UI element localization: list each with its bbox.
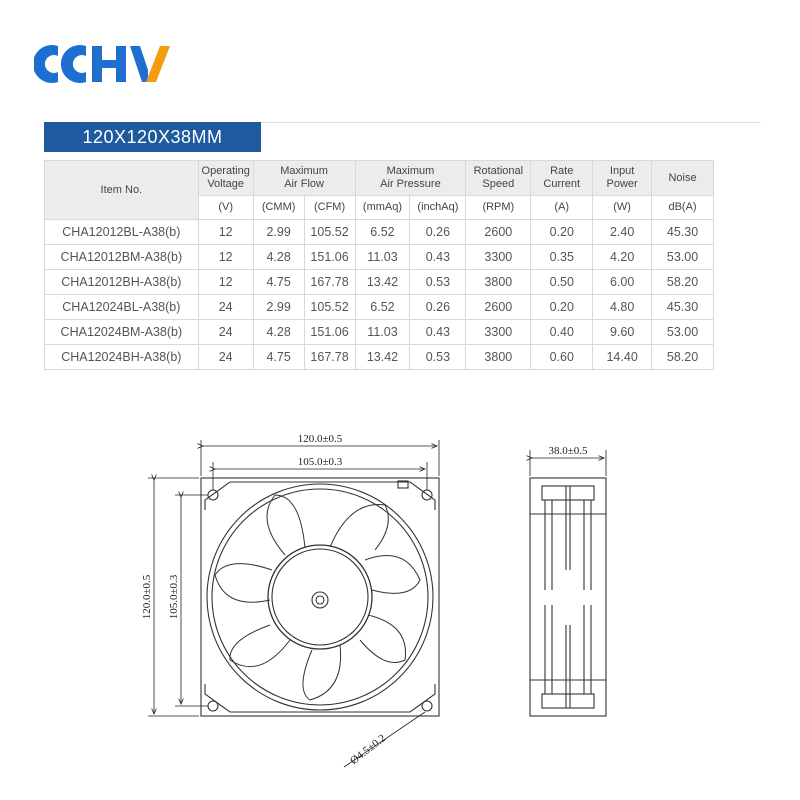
header-voltage: Operating Voltage [198, 161, 253, 196]
item-no-cell: CHA12024BH-A38(b) [45, 345, 199, 370]
spec-cell: 0.26 [410, 220, 466, 245]
unit-cell: (inchAq) [410, 196, 466, 220]
spec-cell: 12 [198, 245, 253, 270]
spec-cell: 151.06 [304, 245, 355, 270]
spec-cell: 13.42 [355, 270, 410, 295]
depth-dimension: 38.0±0.5 [548, 445, 588, 457]
header-airflow: Maximum Air Flow [253, 161, 355, 196]
table-row [45, 345, 714, 370]
spec-cell: 24 [198, 345, 253, 370]
header-power: Input Power [593, 161, 652, 196]
spec-cell: 45.30 [652, 295, 714, 320]
table-row [45, 270, 714, 295]
spec-cell: 11.03 [355, 320, 410, 345]
fan-side-view [530, 478, 606, 716]
model-title: 120X120X38MM [44, 122, 261, 152]
spec-cell: 4.75 [253, 345, 304, 370]
spec-cell: 4.28 [253, 320, 304, 345]
spec-cell: 12 [198, 270, 253, 295]
spec-cell: 0.20 [531, 295, 593, 320]
unit-cell: (mmAq) [355, 196, 410, 220]
spec-cell: 53.00 [652, 245, 714, 270]
unit-cell: (V) [198, 196, 253, 220]
front-dimensions [148, 440, 439, 767]
header-item-no: Item No. [45, 161, 199, 220]
spec-cell: 14.40 [593, 345, 652, 370]
spec-cell: 3300 [466, 320, 531, 345]
hole-spacing-dimension: 105.0±0.3 [297, 456, 343, 468]
unit-cell: (RPM) [466, 196, 531, 220]
spec-cell: 58.20 [652, 345, 714, 370]
spec-cell: 0.50 [531, 270, 593, 295]
spec-cell: 53.00 [652, 320, 714, 345]
width-dimension: 120.0±0.5 [297, 433, 343, 445]
header-current: Rate Current [531, 161, 593, 196]
item-no-cell: CHA12012BH-A38(b) [45, 270, 199, 295]
spec-cell: 58.20 [652, 270, 714, 295]
spec-cell: 3800 [466, 345, 531, 370]
height-dimension: 120.0±0.5 [141, 574, 153, 620]
item-no-cell: CHA12024BM-A38(b) [45, 320, 199, 345]
unit-cell: dB(A) [652, 196, 714, 220]
spec-cell: 2.99 [253, 295, 304, 320]
table-row [45, 245, 714, 270]
spec-cell: 0.35 [531, 245, 593, 270]
spec-cell: 13.42 [355, 345, 410, 370]
spec-cell: 6.00 [593, 270, 652, 295]
header-pressure: Maximum Air Pressure [355, 161, 466, 196]
spec-cell: 9.60 [593, 320, 652, 345]
brand-logo [34, 40, 174, 88]
spec-cell: 4.80 [593, 295, 652, 320]
spec-cell: 0.26 [410, 295, 466, 320]
spec-cell: 2.40 [593, 220, 652, 245]
fan-blade-group [215, 495, 420, 700]
table-row [45, 320, 714, 345]
spec-cell: 0.53 [410, 270, 466, 295]
hole-spacing-vertical-dimension: 105.0±0.3 [168, 574, 180, 620]
table-row [45, 220, 714, 245]
spec-cell: 0.43 [410, 245, 466, 270]
spec-cell: 45.30 [652, 220, 714, 245]
spec-cell: 0.60 [531, 345, 593, 370]
item-no-cell: CHA12012BM-A38(b) [45, 245, 199, 270]
spec-cell: 105.52 [304, 220, 355, 245]
spec-cell: 2600 [466, 295, 531, 320]
spec-cell: 4.28 [253, 245, 304, 270]
spec-cell: 0.43 [410, 320, 466, 345]
spec-cell: 4.75 [253, 270, 304, 295]
spec-cell: 0.20 [531, 220, 593, 245]
spec-cell: 24 [198, 295, 253, 320]
spec-cell: 12 [198, 220, 253, 245]
side-dimensions [530, 450, 606, 476]
spec-cell: 105.52 [304, 295, 355, 320]
spec-table [44, 160, 714, 370]
spec-cell: 0.53 [410, 345, 466, 370]
unit-cell: (A) [531, 196, 593, 220]
hole-diameter-dimension: Ø4.5±0.2 [348, 732, 389, 768]
spec-cell: 3800 [466, 270, 531, 295]
header-noise: Noise [652, 161, 714, 196]
spec-cell: 167.78 [304, 345, 355, 370]
unit-cell: (CMM) [253, 196, 304, 220]
spec-table-body [45, 220, 714, 370]
spec-cell: 6.52 [355, 295, 410, 320]
spec-cell: 0.40 [531, 320, 593, 345]
spec-cell: 2.99 [253, 220, 304, 245]
unit-cell: (CFM) [304, 196, 355, 220]
spec-cell: 151.06 [304, 320, 355, 345]
spec-cell: 4.20 [593, 245, 652, 270]
header-speed: Rotational Speed [466, 161, 531, 196]
spec-cell: 167.78 [304, 270, 355, 295]
spec-cell: 6.52 [355, 220, 410, 245]
item-no-cell: CHA12012BL-A38(b) [45, 220, 199, 245]
fan-front-view [201, 478, 439, 716]
unit-cell: (W) [593, 196, 652, 220]
spec-cell: 2600 [466, 220, 531, 245]
item-no-cell: CHA12024BL-A38(b) [45, 295, 199, 320]
table-row [45, 295, 714, 320]
spec-cell: 3300 [466, 245, 531, 270]
spec-cell: 24 [198, 320, 253, 345]
spec-cell: 11.03 [355, 245, 410, 270]
